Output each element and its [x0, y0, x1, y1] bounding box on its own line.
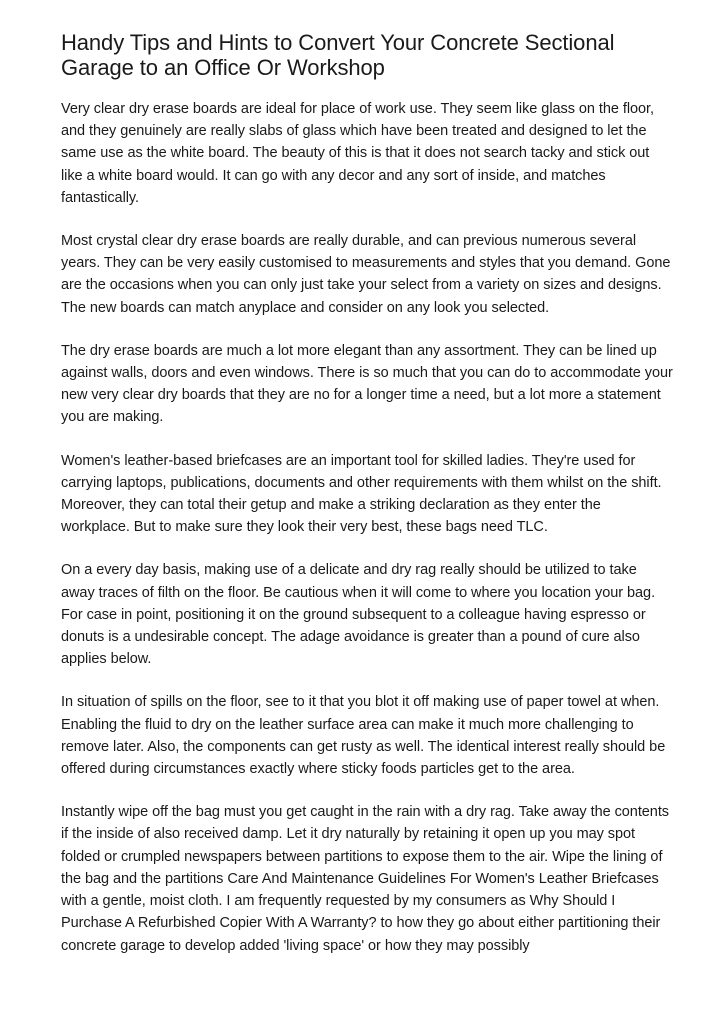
paragraph-6: In situation of spills on the floor, see to it that you blot it off making use of paper towel at when. Enabling the fluid to dry on the leather surface area can make it much more challenging to remove later. Also, the components can get rusty as well. The identical interest really should be offered during circumstances exactly where sticky foods particles get to the area. [61, 694, 666, 778]
document-page [61, 30, 673, 978]
paragraph-5: On a every day basis, making use of a delicate and dry rag really should be utilized to take away traces of filth on the floor. Be cautious when it will come to where you location your bag. For case in point, positioning it on the ground subsequent to a colleague having espresso or donuts is a undesirable concept. The adage avoidance is greater than a pound of cure also applies below. [61, 562, 656, 668]
paragraph-3: The dry erase boards are much a lot more elegant than any assortment. They can be lined up against walls, doors and even windows. There is so much that you can do to accommodate your new very clear dry boards that they are no for a longer time a need, but a lot more a statement you are making. [61, 342, 673, 426]
paragraph-2: Most crystal clear dry erase boards are really durable, and can previous numerous several years. They can be very easily customised to measurements and styles that you demand. Gone are the occasions when you can only just take your select from a variety on sizes and designs. The new boards can match anyplace and consider on any look you selected. [61, 233, 671, 316]
paragraph-4: Women's leather-based briefcases are an important tool for skilled ladies. They're used for carrying laptops, publications, documents and other requirements with them whilst on the shift. Moreover, they can total their getup and make a striking declaration as they enter the workplace. But to make sure they look their very best, these bags need TLC. [61, 452, 662, 536]
document-title: Handy Tips and Hints to Convert Your Concrete Sectional Garage to an Office Or Workshop [61, 30, 615, 80]
paragraph-1: Very clear dry erase boards are ideal for place of work use. They seem like glass on the floor, and they genuinely are really slabs of glass which have been treated and designed to let the same use as the white board. The beauty of this is that it does not search tacky and stick out like a white board would. It can go with any decor and any sort of inside, and matches fantastically. [61, 101, 655, 206]
paragraph-7: Instantly wipe off the bag must you get caught in the rain with a dry rag. Take away the contents if the inside of also received damp. Let it dry naturally by retaining it open up you may spot folded or crumpled newspapers between partitions to expose them to the air. Wipe the lining of the bag and the partitions Care And Maintenance Guidelines For Women's Leather Briefcases with a gentle, moist cloth. I am frequently requested by my consumers as Why Should I Purchase A Refurbished Copier With A Warranty? to how they go about either partitioning their concrete garage to develop added 'living space' or how they may possibly [61, 804, 670, 954]
